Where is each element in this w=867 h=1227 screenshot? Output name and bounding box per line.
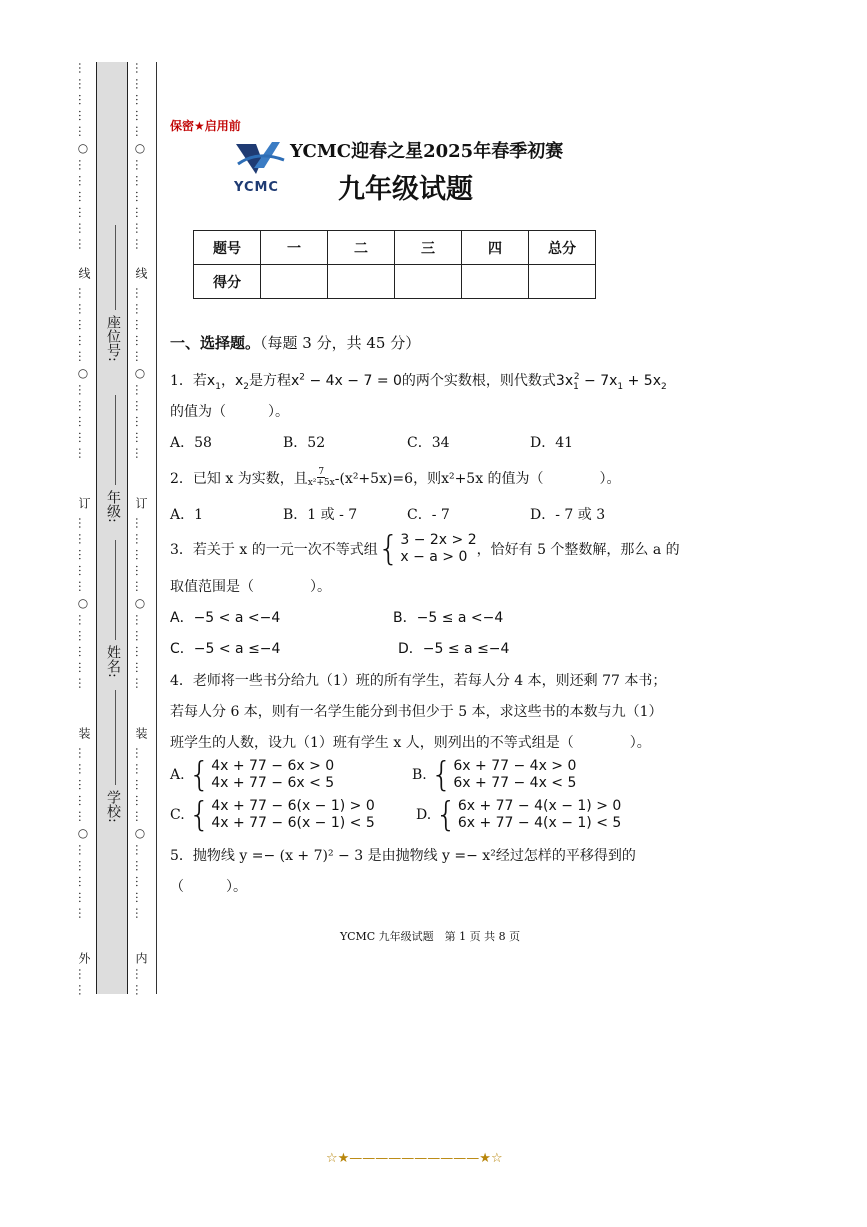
score-header-cell: 总分 xyxy=(529,231,596,265)
q2-option-c[interactable]: C．- 7 xyxy=(407,507,450,523)
question-2 xyxy=(170,467,621,488)
contest-title: YCMC迎春之星2025年春季初赛 xyxy=(290,141,564,162)
outer-zhuang-char: 装 xyxy=(77,727,91,739)
q1-pre: 1．若 xyxy=(170,373,207,389)
q2-frac-num: 7 xyxy=(318,467,325,477)
q5-line2: （ ）。 xyxy=(170,879,247,895)
q4-option-d-label: D. xyxy=(416,807,432,823)
score-cell[interactable] xyxy=(395,265,462,299)
ycmc-logo xyxy=(228,140,288,200)
q4-option-c-label: C. xyxy=(170,807,185,823)
q4-option-b-label: B. xyxy=(412,767,427,783)
score-table-score-row xyxy=(194,265,596,299)
q2-fraction xyxy=(308,467,335,488)
section-title: 一、选择题。 xyxy=(170,334,261,352)
q3-option-c[interactable]: C．−5 < a ≤−4 xyxy=(170,641,281,657)
page-title: 九年级试题 xyxy=(338,174,473,205)
q3-line2: 取值范围是（ ）。 xyxy=(170,579,331,595)
score-cell[interactable] xyxy=(328,265,395,299)
q3-ineq-1: 3 − 2x > 2 xyxy=(400,532,477,548)
school-label: 学校: xyxy=(105,790,121,823)
q3-pre: 3．若关于 x 的一元一次不等式组 xyxy=(170,542,378,558)
q4-b-ineq-1: 6x + 77 − 4x > 0 xyxy=(453,758,577,774)
seat-label: 座位号: xyxy=(105,315,121,362)
score-header-cell: 题号 xyxy=(194,231,261,265)
q2-pre: 2．已知 x 为实数，且 xyxy=(170,470,308,487)
q1-option-d[interactable]: D．41 xyxy=(530,435,574,451)
score-table xyxy=(193,230,596,299)
logo-text: YCMC xyxy=(234,180,279,195)
outer-wai-char: 外 xyxy=(77,952,91,964)
q3-option-b[interactable]: B．−5 ≤ a <−4 xyxy=(393,610,504,626)
q4-d-ineq-1: 6x + 77 − 4(x − 1) > 0 xyxy=(457,798,622,814)
secret-label: 保密★启用前 xyxy=(170,119,241,133)
score-header-cell: 二 xyxy=(328,231,395,265)
inner-binding-line: … … … … … ○ … … … … … … 线 … … … … … ○ … … … … … 订 … … … … … ○ … … … … … 装 … … … … … ○ … … … … … 内 … … xyxy=(133,62,148,996)
outer-ding-char: 订 xyxy=(77,497,91,509)
grade-label: 年级: xyxy=(105,490,121,523)
q2-option-a[interactable]: A．1 xyxy=(170,507,204,523)
q2-option-b[interactable]: B．1 或 - 7 xyxy=(283,507,358,523)
info-strip xyxy=(96,62,128,994)
score-header-cell: 一 xyxy=(261,231,328,265)
question-3 xyxy=(170,529,680,569)
inner-zhuang-char: 装 xyxy=(134,727,148,739)
score-row-label: 得分 xyxy=(194,265,261,299)
q4-a-ineq-1: 4x + 77 − 6x > 0 xyxy=(211,758,335,774)
q4-d-ineq-2: 6x + 77 − 4(x − 1) < 5 xyxy=(457,815,622,831)
q3-option-a[interactable]: A．−5 < a <−4 xyxy=(170,610,281,626)
q1-expression: $3x_1^2 - 7x_1 + 5x_2$ xyxy=(555,372,667,392)
q4-option-b[interactable]: B. { 6x + 77 − 4x > 0 6x + 77 − 4x < 5 xyxy=(412,755,577,795)
q4-a-ineq-2: 4x + 77 − 6x < 5 xyxy=(211,775,335,791)
q1-line2: 的值为（ ）。 xyxy=(170,404,289,420)
q2-frac-den: x²+5x xyxy=(307,478,335,488)
question-1 xyxy=(170,370,667,392)
q4-line2: 若每人分 6 本，则有一名学生能分到书但少于 5 本，求这些书的本数与九（1） xyxy=(170,704,663,720)
q4-c-ineq-1: 4x + 77 − 6(x − 1) > 0 xyxy=(211,798,375,814)
score-table-header-row xyxy=(194,231,596,265)
q1-option-c[interactable]: C．34 xyxy=(407,435,450,451)
inner-line-char: 线 xyxy=(134,267,148,279)
q4-option-a-label: A. xyxy=(170,767,185,783)
q1-mid: 是方程 xyxy=(248,373,291,389)
score-header-cell: 三 xyxy=(395,231,462,265)
q4-option-c[interactable]: C. { 4x + 77 − 6(x − 1) > 0 4x + 77 − 6(x − 1) < 5 xyxy=(170,795,375,835)
outer-line-char: 线 xyxy=(77,267,91,279)
q4-c-ineq-2: 4x + 77 − 6(x − 1) < 5 xyxy=(211,815,375,831)
q3-option-d[interactable]: D．−5 ≤ a ≤−4 xyxy=(398,641,510,657)
inner-nei-char: 内 xyxy=(134,952,148,964)
page-footer: YCMC 九年级试题 第 1 页 共 8 页 xyxy=(340,930,521,943)
q1-option-b[interactable]: B．52 xyxy=(283,435,326,451)
inner-ding-char: 订 xyxy=(134,497,148,509)
q4-line3: 班学生的人数，设九（1）班有学生 x 人，则列出的不等式组是（ ）。 xyxy=(170,735,651,751)
seat-field[interactable] xyxy=(115,225,116,310)
q1-post: 的两个实数根，则代数式 xyxy=(401,373,556,389)
score-cell[interactable] xyxy=(462,265,529,299)
bottom-star-rule: ☆★——————————★☆ xyxy=(326,1151,503,1166)
name-label: 姓名: xyxy=(105,645,121,678)
name-field[interactable] xyxy=(115,540,116,640)
q4-option-d[interactable]: D. { 6x + 77 − 4(x − 1) > 0 6x + 77 − 4(x − 1) < 5 xyxy=(416,795,622,835)
outer-binding-line: … … … … … ○ … … … … … … 线 … … … … … ○ … … … … … 订 … … … … … ○ … … … … … 装 … … … … … ○ … … … … … 外 … … xyxy=(76,62,91,996)
q1-equation: $x^2 - 4x - 7 = 0$ xyxy=(290,372,402,389)
grade-field[interactable] xyxy=(115,395,116,485)
q4-line1: 4．老师将一些书分给九（1）班的所有学生，若每人分 4 本，则还剩 77 本书； xyxy=(170,673,667,689)
q3-ineq-2: x − a > 0 xyxy=(400,549,468,565)
q4-b-ineq-2: 6x + 77 − 4x < 5 xyxy=(453,775,577,791)
school-field[interactable] xyxy=(115,690,116,785)
q5-line1: 5．抛物线 y =− (x + 7)² − 3 是由抛物线 y =− x²经过怎样的平移得到的 xyxy=(170,848,636,864)
q1-roots: $x_1$，$x_2$ xyxy=(206,373,249,392)
q1-option-a[interactable]: A．58 xyxy=(170,435,212,451)
q2-option-d[interactable]: D．- 7 或 3 xyxy=(530,507,606,523)
score-header-cell: 四 xyxy=(462,231,529,265)
score-cell[interactable] xyxy=(261,265,328,299)
section-heading xyxy=(170,332,420,353)
q3-system: { 3 − 2x > 2 x − a > 0 xyxy=(377,529,477,569)
q2-mid: -(x²+5x)=6，则x²+5x 的值为（ ）。 xyxy=(334,470,621,487)
q4-option-a[interactable]: A. { 4x + 77 − 6x > 0 4x + 77 − 6x < 5 xyxy=(170,755,335,795)
section-note: （每题 3 分，共 45 分） xyxy=(260,334,421,352)
score-cell[interactable] xyxy=(529,265,596,299)
margin-divider xyxy=(156,62,157,994)
q3-post: ，恰好有 5 个整数解，那么 a 的 xyxy=(476,542,680,558)
